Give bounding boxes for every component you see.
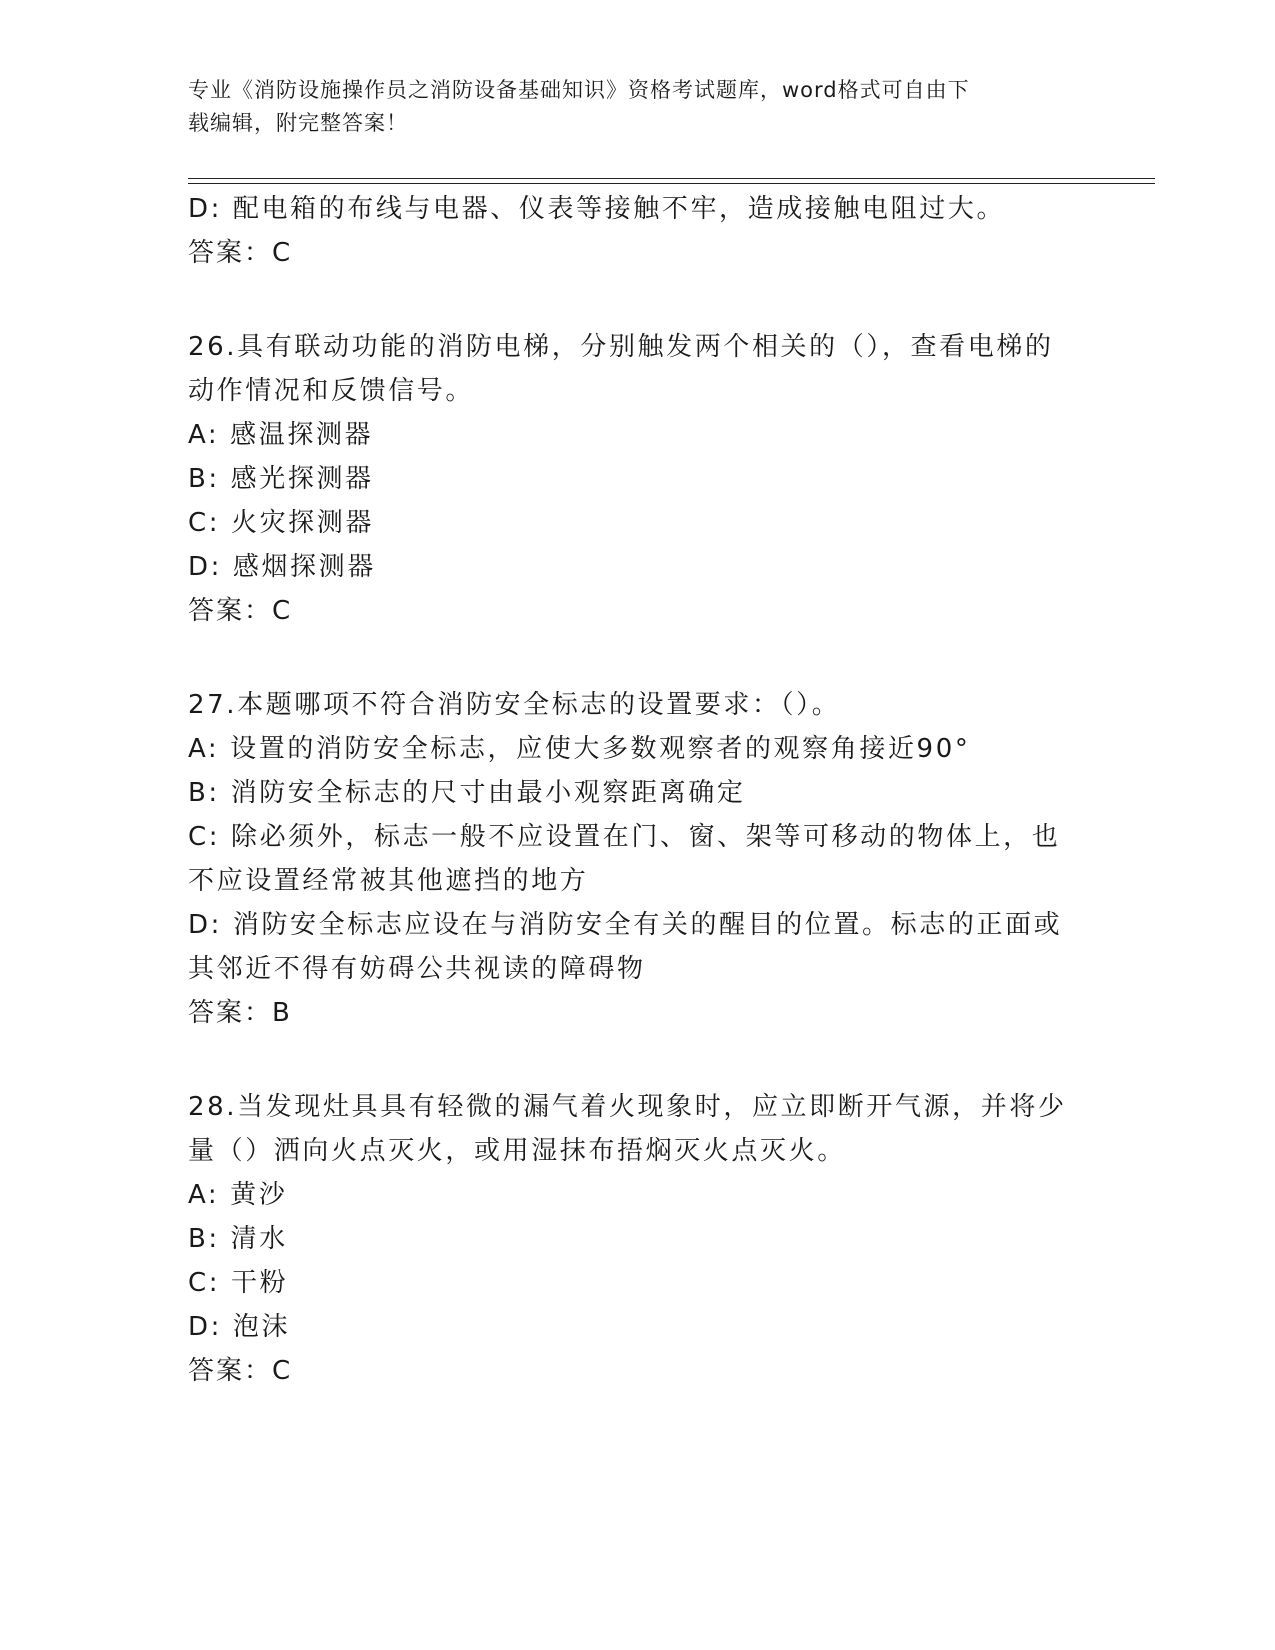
- q26-stem-line-2: 动作情况和反馈信号。: [188, 376, 475, 406]
- q25-option-d: D: 配电箱的布线与电器、仪表等接触不牢，造成接触电阻过大。: [188, 194, 1006, 224]
- q26-option-a: A: 感温探测器: [188, 420, 374, 450]
- q27-option-b: B: 消防安全标志的尺寸由最小观察距离确定: [188, 778, 746, 808]
- q26-stem-line-1: 26.具有联动功能的消防电梯，分别触发两个相关的（），查看电梯的: [188, 332, 1054, 362]
- q28-option-a: A: 黄沙: [188, 1180, 288, 1210]
- header-line-1: 专业《消防设施操作员之消防设备基础知识》资格考试题库，word格式可自由下: [188, 78, 970, 102]
- q26-option-d: D: 感烟探测器: [188, 552, 376, 582]
- q27-option-c-line-2: 不应设置经常被其他遮挡的地方: [188, 866, 589, 896]
- q27-stem: 27.本题哪项不符合消防安全标志的设置要求：（）。: [188, 690, 841, 720]
- q26-answer: 答案：C: [188, 596, 293, 626]
- q28-option-c: C: 干粉: [188, 1268, 289, 1298]
- header-divider-top: [188, 178, 1155, 179]
- q27-option-d-line-2: 其邻近不得有妨碍公共视读的障碍物: [188, 954, 646, 984]
- q27-option-c-line-1: C: 除必须外，标志一般不应设置在门、窗、架等可移动的物体上，也: [188, 822, 1061, 852]
- q27-option-a: A: 设置的消防安全标志，应使大多数观察者的观察角接近90°: [188, 734, 971, 764]
- q28-option-b: B: 清水: [188, 1224, 288, 1254]
- q25-answer: 答案：C: [188, 238, 293, 268]
- q28-stem-line-1: 28.当发现灶具具有轻微的漏气着火现象时，应立即断开气源，并将少: [188, 1092, 1067, 1122]
- q26-option-b: B: 感光探测器: [188, 464, 374, 494]
- q27-answer: 答案：B: [188, 998, 292, 1028]
- q26-option-c: C: 火灾探测器: [188, 508, 374, 538]
- header-divider-bottom: [188, 183, 1155, 184]
- header-line-2: 载编辑，附完整答案！: [188, 111, 408, 135]
- q27-option-d-line-1: D: 消防安全标志应设在与消防安全有关的醒目的位置。标志的正面或: [188, 910, 1063, 940]
- document-header: [188, 74, 1088, 140]
- q28-stem-line-2: 量（）洒向火点灭火，或用湿抹布捂焖灭火点灭火。: [188, 1136, 846, 1166]
- q28-answer: 答案：C: [188, 1356, 293, 1386]
- q28-option-d: D: 泡沫: [188, 1312, 291, 1342]
